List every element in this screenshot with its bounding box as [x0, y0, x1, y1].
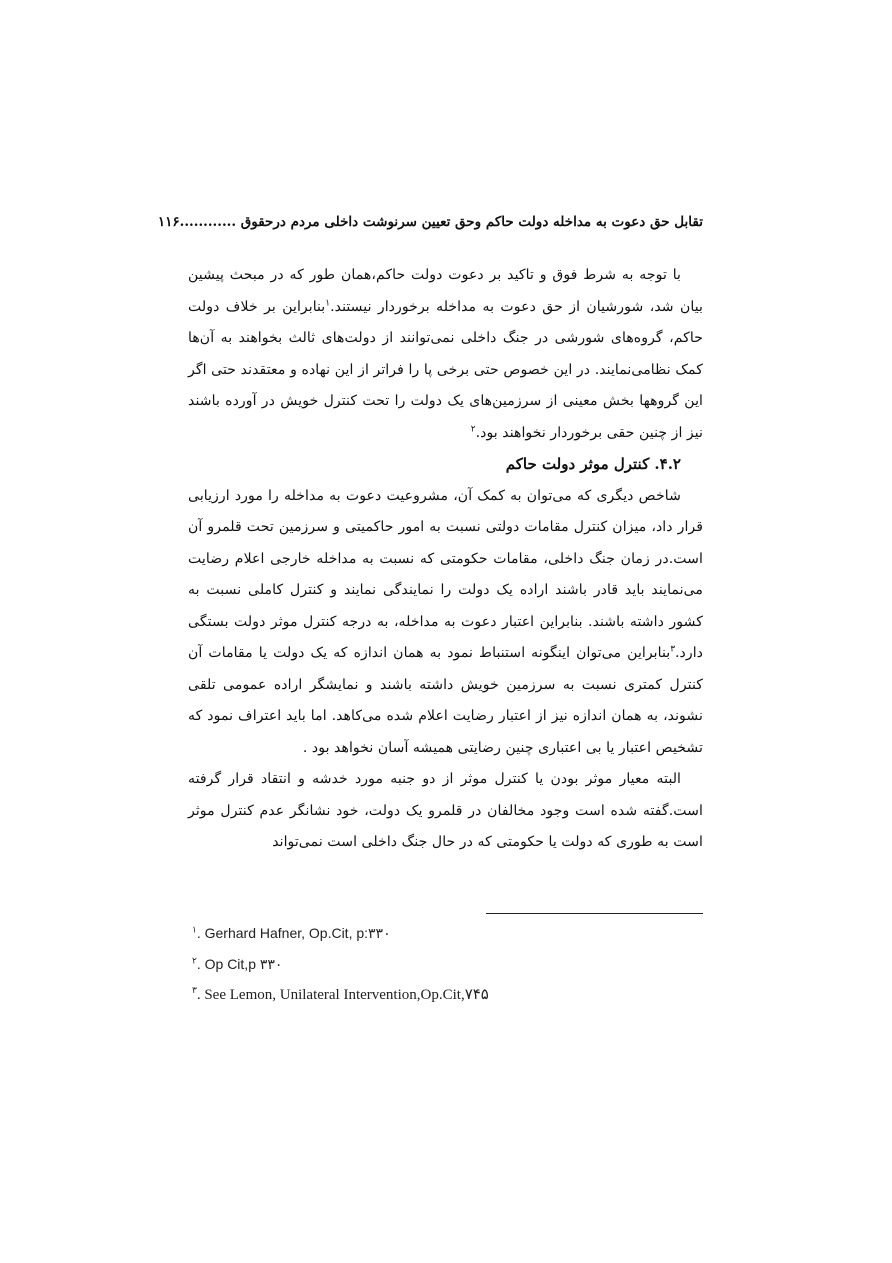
footnote-ref-3: ۳ — [670, 644, 676, 655]
footnote-2 — [192, 951, 692, 982]
paragraph-1 — [188, 260, 703, 449]
body-text — [188, 260, 703, 859]
footnote-1-mark: ۱ — [192, 924, 197, 935]
footnote-1 — [192, 920, 692, 951]
footnote-divider — [486, 913, 703, 914]
footnote-ref-1: ۱ — [325, 297, 331, 308]
footnote-3 — [192, 982, 692, 1013]
footnote-3-mark: ۳ — [192, 985, 197, 995]
footnote-1-text: . Gerhard Hafner, Op.Cit, p:۳۳۰ — [196, 925, 391, 941]
paragraph-1-text-a: با توجه به شرط فوق و تاکید بر دعوت دولت حاکم،همان طور که در مبحث پیشین بیان شد، شورشیان از حق دعوت به مداخله برخوردار نیستند. — [188, 267, 703, 315]
paragraph-3: البته معیار موثر بودن یا کنترل موثر از دو جنبه مورد خدشه و انتقاد قرار گرفته است.گفته شده است وجود مخالفان در قلمرو یک دولت، خود نشانگر عدم کنترل موثر است به طوری که دولت یا حکومتی که در حال جنگ داخلی است نمی‌تواند — [188, 771, 703, 850]
paragraph-1-text-b: بنابراین بر خلاف دولت حاکم، گروه‌های شورشی در جنگ داخلی نمی‌توانند از دولت‌های ثالث بخواهند به آن‌ها کمک نظامی‌نمایند. در این خصوص حتی برخی پا را فراتر از این نهاده و معتقدند حتی اگر این گروهها بخش معینی از سرزمین‌های یک دولت را تحت کنترل خویش در آورده باشند نیز از چنین حقی برخوردار نخواهند بود. — [188, 298, 703, 441]
footnote-3-text: . See Lemon, Unilateral Intervention,Op.Cit,۷۴۵ — [196, 987, 489, 1003]
running-header: تقابل حق دعوت به مداخله دولت حاکم وحق تعیین سرنوشت داخلی مردم درحقوق ............۱۱۶ — [157, 214, 703, 230]
footnote-2-text: . Op Cit,p ۳۳۰ — [196, 956, 283, 972]
paragraph-2 — [188, 481, 703, 765]
paragraph-2-text-b: بنابراین می‌توان اینگونه استنباط نمود به همان اندازه که یک دولت یا مقامات آن کنترل کمتری نسبت به سرزمین خویش داشته باشند و نمایشگر اراده عمومی تلقی نشوند، به همان اندازه نیز از اعتبار رضایت اعلام شده می‌کاهد. اما باید اعتراف نمود که تشخیص اعتبار یا بی اعتباری چنین رضایتی همیشه آسان نخواهد بود . — [188, 645, 703, 756]
footnote-2-mark: ۲ — [192, 955, 197, 966]
footnotes — [192, 920, 692, 1013]
footnote-ref-2: ۲ — [470, 423, 476, 434]
section-heading: ۴.۲. کنترل موثر دولت حاکم — [505, 455, 681, 473]
paragraph-2-text-a: شاخص دیگری که می‌توان به کمک آن، مشروعیت دعوت به مداخله را مورد ارزیابی قرار داد، میزان کنترل مقامات دولتی نسبت به امور حاکمیتی و سرزمین تحت قلمرو آن است.در زمان جنگ داخلی، مقامات حکومتی که نسبت به مداخله خارجی اعلام رضایت می‌نمایند باید قادر باشند اراده یک دولت را نمایندگی نمایند و کنترل کاملی نسبت به کشور داشته باشند. بنابراین اعتبار دعوت به مداخله، به درجه کنترل موثر دولت بستگی دارد. — [188, 487, 703, 661]
